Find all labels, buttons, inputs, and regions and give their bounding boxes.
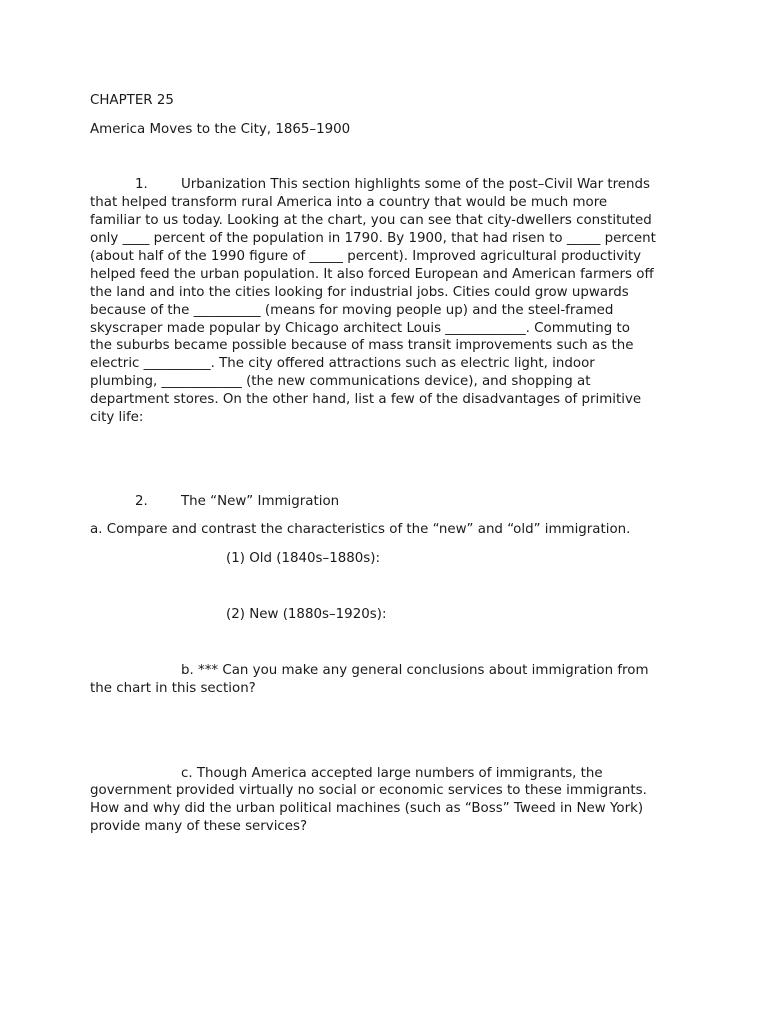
section-1-line-6: helped feed the urban population. It also forced European and American farmers off: [90, 267, 654, 282]
question-a-prompt: a. Compare and contrast the characteristics of the “new” and “old” immigration.: [90, 522, 631, 537]
section-1-line-12: plumbing, ____________ (the new communications device), and shopping at: [90, 374, 591, 389]
question-a-new-label: (2) New (1880s–1920s):: [226, 607, 387, 622]
question-b-line-2: the chart in this section?: [90, 681, 256, 696]
section-1-line-4: only ____ percent of the population in 1790. By 1900, that had risen to _____ percent: [90, 231, 656, 246]
section-1-line-10: the suburbs became possible because of mass transit improvements such as the: [90, 338, 634, 353]
section-1-line-7: the land and into the cities looking for industrial jobs. Cities could grow upwards: [90, 285, 629, 300]
question-c-line-3: How and why did the urban political machines (such as “Boss” Tweed in New York): [90, 801, 644, 816]
section-1-line-5: (about half of the 1990 figure of _____ percent). Improved agricultural productivity: [90, 249, 642, 264]
section-1-line-2: that helped transform rural America into a country that would be much more: [90, 195, 608, 210]
section-1-line-11: electric __________. The city offered attractions such as electric light, indoor: [90, 356, 595, 371]
section-1-line-9: skyscraper made popular by Chicago architect Louis ____________. Commuting to: [90, 321, 630, 336]
section-2-heading: The “New” Immigration: [181, 494, 340, 509]
section-1-number: 1.: [135, 177, 148, 192]
question-a-old-label: (1) Old (1840s–1880s):: [226, 551, 381, 566]
question-c-line-2: government provided virtually no social or economic services to these immigrants.: [90, 783, 647, 798]
chapter-label: CHAPTER 25: [90, 93, 174, 108]
question-c-line-1: c. Though America accepted large numbers of immigrants, the: [181, 766, 603, 781]
section-1-line-3: familiar to us today. Looking at the chart, you can see that city-dwellers constituted: [90, 213, 652, 228]
section-1-line-14: city life:: [90, 410, 144, 425]
question-b-line-1: b. *** Can you make any general conclusions about immigration from: [181, 663, 649, 678]
section-2-number: 2.: [135, 494, 148, 509]
question-c-line-4: provide many of these services?: [90, 819, 308, 834]
chapter-title: America Moves to the City, 1865–1900: [90, 122, 351, 137]
section-1-line-1: Urbanization This section highlights some of the post–Civil War trends: [181, 177, 650, 192]
section-1-line-13: department stores. On the other hand, list a few of the disadvantages of primitive: [90, 392, 642, 407]
section-1-line-8: because of the __________ (means for moving people up) and the steel-framed: [90, 303, 614, 318]
